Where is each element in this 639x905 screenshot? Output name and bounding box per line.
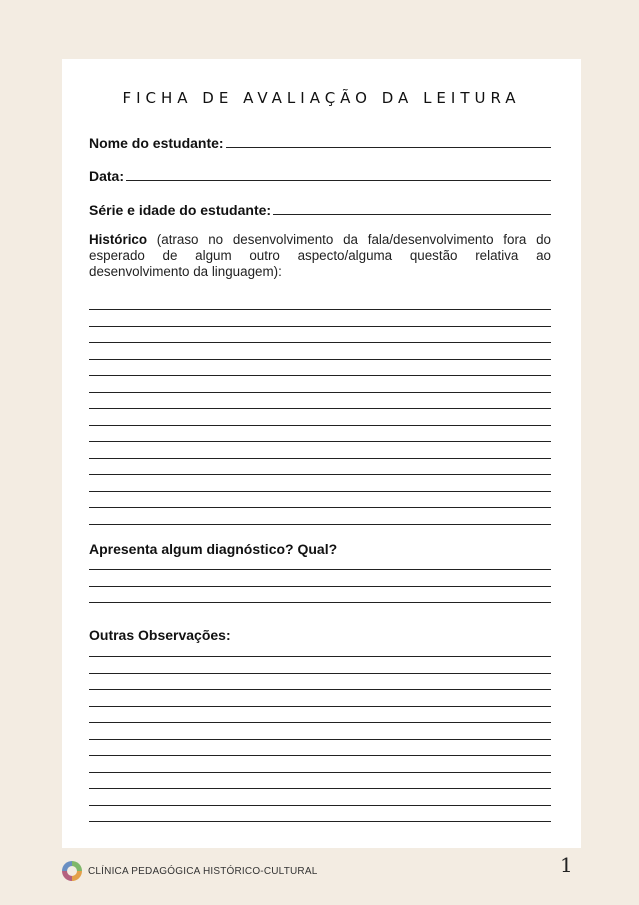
writing-line[interactable] <box>89 474 551 475</box>
writing-line[interactable] <box>89 441 551 442</box>
writing-line[interactable] <box>89 689 551 690</box>
student-name-label: Nome do estudante: <box>89 135 224 151</box>
writing-line[interactable] <box>89 309 551 310</box>
page-title: FICHA DE AVALIAÇÃO DA LEITURA <box>122 89 521 107</box>
grade-age-blank[interactable] <box>273 214 551 215</box>
writing-line[interactable] <box>89 569 551 570</box>
writing-line[interactable] <box>89 425 551 426</box>
writing-line[interactable] <box>89 772 551 773</box>
writing-line[interactable] <box>89 342 551 343</box>
writing-line[interactable] <box>89 706 551 707</box>
writing-line[interactable] <box>89 656 551 657</box>
writing-line[interactable] <box>89 821 551 822</box>
writing-line[interactable] <box>89 524 551 525</box>
writing-line[interactable] <box>89 805 551 806</box>
history-label: Histórico <box>89 232 148 247</box>
writing-line[interactable] <box>89 326 551 327</box>
date-field[interactable] <box>89 164 551 184</box>
writing-line[interactable] <box>89 755 551 756</box>
org-name: CLÍNICA PEDAGÓGICA HISTÓRICO-CULTURAL <box>88 865 318 877</box>
writing-line[interactable] <box>89 392 551 393</box>
history-paragraph <box>89 232 551 280</box>
writing-line[interactable] <box>89 375 551 376</box>
writing-line[interactable] <box>89 507 551 508</box>
form-sheet <box>62 59 581 848</box>
writing-line[interactable] <box>89 586 551 587</box>
grade-age-field[interactable] <box>89 198 551 218</box>
footer <box>62 858 317 884</box>
date-blank[interactable] <box>126 180 551 181</box>
circular-logo-icon <box>62 861 82 881</box>
history-description: (atraso no desenvolvimento da fala/desenvolvimento fora do esperado de algum outro aspecto/alguma questão relativa ao desenvolvimento da linguagem): <box>89 232 551 279</box>
writing-line[interactable] <box>89 408 551 409</box>
writing-line[interactable] <box>89 788 551 789</box>
student-name-field[interactable] <box>89 131 551 151</box>
grade-age-label: Série e idade do estudante: <box>89 202 272 218</box>
writing-line[interactable] <box>89 602 551 603</box>
diagnosis-heading: Apresenta algum diagnóstico? Qual? <box>89 541 338 557</box>
writing-line[interactable] <box>89 491 551 492</box>
writing-line[interactable] <box>89 673 551 674</box>
writing-line[interactable] <box>89 359 551 360</box>
student-name-blank[interactable] <box>226 147 551 148</box>
observations-heading: Outras Observações: <box>89 627 231 643</box>
page-number: 1 <box>560 853 573 877</box>
date-label: Data: <box>89 168 125 184</box>
writing-line[interactable] <box>89 458 551 459</box>
writing-line[interactable] <box>89 722 551 723</box>
writing-line[interactable] <box>89 739 551 740</box>
